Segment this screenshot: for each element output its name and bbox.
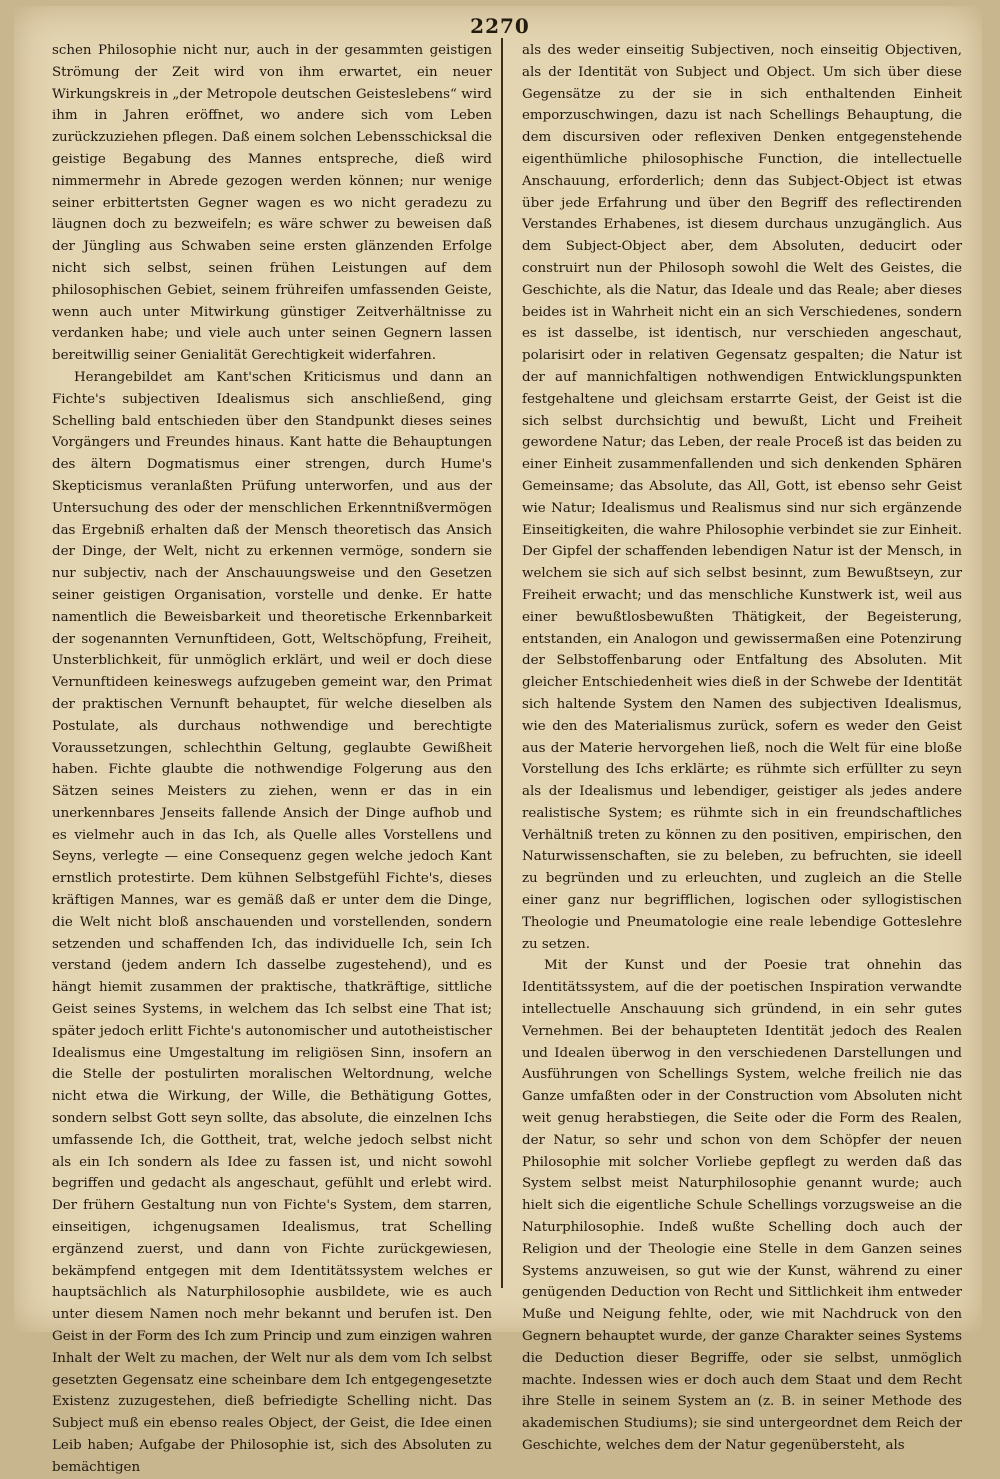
column-divider [501, 38, 503, 1288]
page-number: 2270 [470, 14, 530, 38]
left-paragraph-2: Herangebildet am Kant'schen Kriticismus und dann an Fichte's subjectiven Idealismus sich anschließend, ging Schelling bald entschieden über den Standpunkt dieses seines Vorgängers und Freundes hinaus. Kant hatte die Behauptungen des ältern Dogmatismus einer strengen, durch Hume's Skepticismus veranlaßten Prüfung unterworfen, und aus der Untersuchung des oder der menschlichen Erkenntnißvermögen das Ergebniß erhalten daß der Mensch theoretisch das Ansich der Dinge, der Welt, nicht zu erkennen vermöge, sondern sie nur subjectiv, nach der Anschauungsweise und den Gesetzen seiner geistigen Organisation, vorstelle und denke. Er hatte namentlich die Beweisbarkeit und theoretische Erkennbarkeit der sogenannten Vernunftideen, Gott, Weltschöpfung, Freiheit, Unsterblichkeit, für unmöglich erklärt, und weil er doch diese Vernunftideen keineswegs aufzugeben gemeint war, den Primat der praktischen Vernunft behauptet, für welche dieselben als Postulate, als durchaus nothwendige und berechtigte Voraussetzungen, schlechthin Geltung, geglaubte Gewißheit haben. Fichte glaubte die nothwendige Folgerung aus den Sätzen seines Meisters zu ziehen, wenn er das in ein unerkennbares Jenseits fallende Ansich der Dinge aufhob und es vielmehr auch in das Ich, als Quelle alles Vorstellens und Seyns, verlegte — eine Consequenz gegen welche jedoch Kant ernstlich protestirte. Dem kühnen Selbstgefühl Fichte's, dieses kräftigen Mannes, war es gemäß daß er unter dem die Dinge, die Welt nicht bloß anschauenden und vorstellenden, sondern setzenden und schaffenden Ich, das individuelle Ich, sein Ich verstand (jedem andern Ich dasselbe zugestehend), und es hängt hiemit zusammen der praktische, thatkräftige, sittliche Geist seines Systems, in welchem das Ich selbst eine That ist; später jedoch erlitt Fichte's autonomischer und autotheistischer Idealismus eine Umgestaltung im religiösen Sinn, insofern an die Stelle der postulirten moralischen Weltordnung, welche nicht etwa die Wirkung, der Wille, die Bethätigung Gottes, sondern selbst Gott seyn sollte, das absolute, die einzelnen Ichs umfassende Ich, die Gottheit, trat, welche jedoch selbst nicht als ein Ich sondern als Idee zu fassen ist, und nicht sowohl begriffen und gedacht als angeschaut, gefühlt und erlebt wird. Der frühern Gestaltung nun von Fichte's System, dem starren, einseitigen, ichgenugsamen Idealismus, trat Schelling ergänzend zuerst, und dann von Fichte zurückgewiesen, bekämpfend entgegen mit dem Identitätssystem welches er hauptsächlich als Naturphilosophie ausbildete, wie es auch unter diesem Namen noch mehr bekannt und berufen ist. Den Geist in der Form des Ich zum Princip und zum einzigen wahren Inhalt der Welt zu machen, der Welt nur als dem vom Ich selbst gesetzten Gegensatz eine scheinbare dem Ich entgegengesetzte Existenz zuzugestehen, dieß befriedigte Schelling nicht. Das Subject muß ein ebenso reales Object, der Geist, die Idee einen Leib haben; Aufgabe der Philosophie ist, sich des Absoluten zu bemächtigen [52, 369, 492, 1475]
right-column [522, 40, 962, 1453]
left-paragraph-1: schen Philosophie nicht nur, auch in der gesammten geistigen Strömung der Zeit wird von ihm erwartet, ein neuer Wirkungskreis in „der Metropole deutschen Geisteslebens“ wird ihm in Jahren eröffnet, wo andere sich vom Leben zurückzuziehen pflegen. Daß einem solchen Lebensschicksal die geistige Begabung des Mannes entspreche, dieß wird nimmermehr in Abrede gezogen werden können; nur wenige seiner erbittertsten Gegner wagen es wo nicht geradezu zu läugnen doch zu bezweifeln; es wäre schwer zu beweisen daß der Jüngling aus Schwaben seine ersten glänzenden Erfolge nicht sich selbst, seinen frühen Leistungen auf dem philosophischen Gebiet, seinem frühreifen umfassenden Geiste, wenn auch unter Mitwirkung günstiger Zeitverhältnisse zu verdanken habe; und viele auch unter seinen Gegnern lassen bereitwillig seiner Genialität Gerechtigkeit widerfahren. [52, 43, 492, 364]
right-paragraph-2: Mit der Kunst und der Poesie trat ohnehin das Identitätssystem, auf die der poetischen Inspiration verwandte intellectuelle Anschauung sich gründend, in ein sehr gutes Vernehmen. Bei der behaupteten Identität jedoch des Realen und Idealen überwog in den verschiedenen Darstellungen und Ausführungen von Schellings System, welche freilich nie das Ganze umfaßten oder in der Construction vom Absoluten nicht weit genug herabstiegen, die Seite oder die Form des Realen, der Natur, so sehr und schon von dem Schöpfer der neuen Philosophie mit solcher Vorliebe gepflegt zu werden daß das System selbst meist Naturphilosophie genannt wurde; auch hielt sich die eigentliche Schule Schellings vorzugsweise an die Naturphilosophie. Indeß wußte Schelling doch auch der Religion und der Theologie eine Stelle in dem Ganzen seines Systems anzuweisen, so gut wie der Kunst, während zu einer genügenden Deduction von Recht und Sittlichkeit ihm entweder Muße und Neigung fehlte, oder, wie mit Nachdruck von den Gegnern behauptet wurde, der ganze Charakter seines Systems die Deduction dieser Begriffe, oder sie selbst, unmöglich machte. Indessen wies er doch auch dem Staat und dem Recht ihre Stelle in seinem System an (z. B. in seiner Methode des akademischen Studiums); sie sind untergeordnet dem Reich der Geschichte, welches dem der Natur gegenübersteht, als [522, 958, 962, 1453]
right-paragraph-1: als des weder einseitig Subjectiven, noch einseitig Objectiven, als der Identität von Subject und Object. Um sich über diese Gegensätze zu der sie in sich enthaltenden Einheit emporzuschwingen, dazu ist nach Schellings Behauptung, die dem discursiven oder reflexiven Denken entgegenstehende eigenthümliche philosophische Function, die intellectuelle Anschauung, erforderlich; denn das Subject-Object ist etwas über jede Erfahrung und über den Begriff des reflectirenden Verstandes Erhabenes, ist diesem durchaus unzugänglich. Aus dem Subject-Object aber, dem Absoluten, deducirt oder construirt nun der Philosoph sowohl die Welt des Geistes, die Geschichte, als die Natur, das Ideale und das Reale; aber dieses beides ist in Wahrheit nicht ein an sich Verschiedenes, sondern es ist dasselbe, ist identisch, nur verschieden angeschaut, polarisirt oder in relativen Gegensatz gespalten; die Natur ist der auf mannichfaltigen nothwendigen Entwicklungspunkten festgehaltene und gleichsam erstarrte Geist, der Geist ist die sich selbst durchsichtig und bewußt, Licht und Freiheit gewordene Natur; das Leben, der reale Proceß ist das beiden zu einer Einheit zusammenfallenden und sich denkenden Sphären Gemeinsame; das Absolute, das All, Gott, ist ebenso sehr Geist wie Natur; Idealismus und Realismus sind nur sich ergänzende Einseitigkeiten, die wahre Philosophie verbindet sie zur Einheit. Der Gipfel der schaffenden lebendigen Natur ist der Mensch, in welchem sie sich auf sich selbst besinnt, zum Bewußtseyn, zur Freiheit erwacht; und das menschliche Kunstwerk ist, weil aus einer bewußtlosbewußten Thätigkeit, der Begeisterung, entstanden, ein Analogon und gewissermaßen eine Potenzirung der Selbstoffenbarung oder Entfaltung des Absoluten. Mit gleicher Entschiedenheit wies dieß in der Schwebe der Identität sich haltende System den Namen des subjectiven Idealismus, wie den des Materialismus zurück, sofern es weder den Geist aus der Materie hervorgehen ließ, noch die Welt für eine bloße Vorstellung des Ichs erklärte; es rühmte sich erfüllter zu seyn als der Idealismus und lebendiger, geistiger als jedes andere realistische System; es rühmte sich in ein freundschaftliches Verhältniß treten zu können zu den positiven, empirischen, den Naturwissenschaften, sie zu beleben, zu befruchten, sie ideell zu begründen und zu erleuchten, und zugleich an die Stelle einer ganz nur begrifflichen, logischen oder syllogistischen Theologie und Pneumatologie eine reale lebendige Gotteslehre zu setzen. [522, 43, 962, 952]
left-column [52, 40, 492, 1475]
